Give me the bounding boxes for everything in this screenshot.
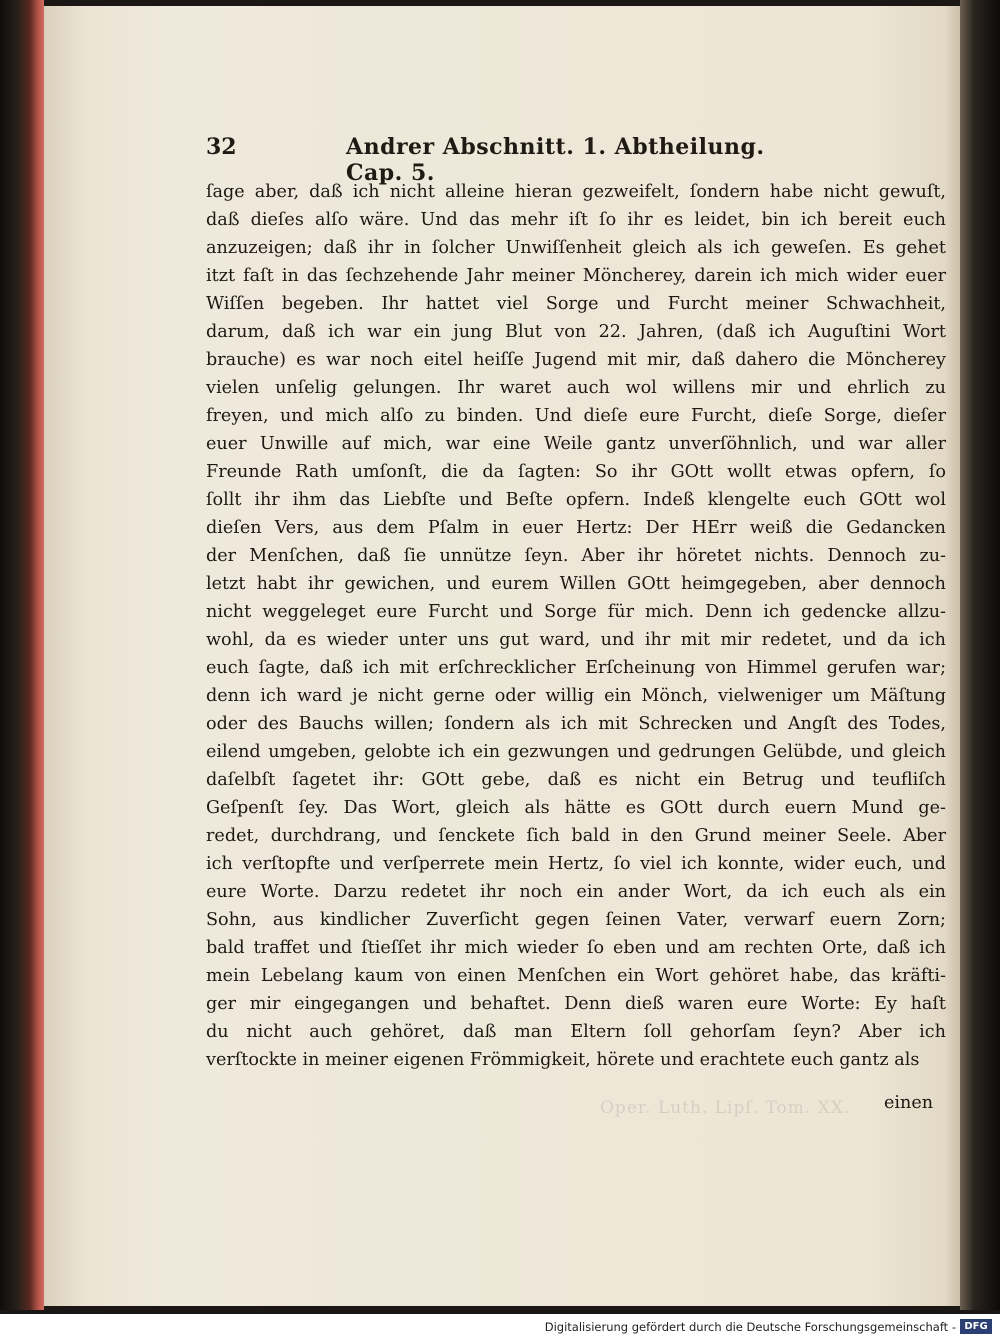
- text-line: euch ſagte, daß ich mit erſchrecklicher Erſcheinung von Himmel gerufen war;: [206, 658, 946, 678]
- gutter-shadow: [960, 0, 1000, 1310]
- bleed-through-text: Oper. Luth. Lipſ. Tom. XX.: [600, 1098, 851, 1118]
- catchword: einen: [884, 1093, 934, 1113]
- text-line: vielen unſelig gelungen. Ihr waret auch wol willens mir und ehrlich zu: [206, 378, 946, 398]
- text-line: mein Lebelang kaum von einen Menſchen ein Wort gehöret habe, das kräfti-: [206, 966, 946, 986]
- text-line: freyen, und mich alſo zu binden. Und dieſe eure Furcht, dieſe Sorge, dieſer: [206, 406, 946, 426]
- text-line: daſelbſt ſagetet ihr: GOtt gebe, daß es nicht ein Betrug und teufliſch: [206, 770, 946, 790]
- text-line: Geſpenſt ſey. Das Wort, gleich als hätte es GOtt durch euern Mund ge-: [206, 798, 946, 818]
- text-line: daß dieſes alſo wäre. Und das mehr iſt ſo ihr es leidet, bin ich bereit euch: [206, 210, 946, 230]
- text-line: du nicht auch gehöret, daß man Eltern ſoll gehorſam ſeyn? Aber ich: [206, 1022, 946, 1042]
- text-line: itzt faſt in das ſechzehende Jahr meiner Möncherey, darein ich mich wider euer: [206, 266, 946, 286]
- text-line: wohl, da es wieder unter uns gut ward, und ihr mit mir redetet, und da ich: [206, 630, 946, 650]
- text-line: darum, daß ich war ein jung Blut von 22. Jahren, (daß ich Auguſtini Wort: [206, 322, 946, 342]
- book-edge: [0, 0, 44, 1310]
- text-line: nicht weggeleget eure Furcht und Sorge für mich. Denn ich gedencke allzu-: [206, 602, 946, 622]
- running-head: Andrer Abschnitt. 1. Abtheilung. Cap. 5.: [346, 134, 765, 186]
- text-line: eure Worte. Darzu redetet ihr noch ein ander Wort, da ich euch als ein: [206, 882, 946, 902]
- text-line: ger mir eingegangen und behaftet. Denn dieß waren eure Worte: Ey haſt: [206, 994, 946, 1014]
- text-line: redet, durchdrang, und ſenckete ſich bald in den Grund meiner Seele. Aber: [206, 826, 946, 846]
- text-line: eilend umgeben, gelobte ich ein gezwungen und gedrungen Gelübde, und gleich: [206, 742, 946, 762]
- text-line: dieſen Vers, aus dem Pſalm in euer Hertz: Der HErr weiß die Gedancken: [206, 518, 946, 538]
- text-line: Sohn, aus kindlicher Zuverſicht gegen ſeinen Vater, verwarf euern Zorn;: [206, 910, 946, 930]
- text-line: denn ich ward je nicht gerne oder willig ein Mönch, vielweniger um Mäſtung: [206, 686, 946, 706]
- text-line: letzt habt ihr gewichen, und eurem Willen GOtt heimgegeben, aber dennoch: [206, 574, 946, 594]
- text-line: anzuzeigen; daß ihr in ſolcher Unwiſſenheit gleich als ich geweſen. Es gehet: [206, 238, 946, 258]
- funding-credit: Digitalisierung gefördert durch die Deutsche Forschungsgemeinschaft -: [544, 1320, 956, 1334]
- text-line: bald traffet und ſtieſſet ihr mich wieder ſo eben und am rechten Orte, daß ich: [206, 938, 946, 958]
- text-line: ſollt ihr ihm das Liebſte und Beſte opfern. Indeß klengelte euch GOtt wol: [206, 490, 946, 510]
- page-header: [206, 134, 806, 186]
- text-line: Wiſſen begeben. Ihr hattet viel Sorge und Furcht meiner Schwachheit,: [206, 294, 946, 314]
- text-line: ſage aber, daß ich nicht alleine hieran gezweifelt, ſondern habe nicht gewuſt,: [206, 182, 946, 202]
- body-text: [206, 178, 946, 1074]
- page-number: 32: [206, 134, 237, 160]
- dfg-logo: DFG: [960, 1319, 992, 1334]
- text-line: der Menſchen, daß ſie unnütze ſeyn. Aber ihr höretet nichts. Dennoch zu-: [206, 546, 946, 566]
- text-line: ich verſtopfte und verſperrete mein Hertz, ſo viel ich konnte, wider euch, und: [206, 854, 946, 874]
- text-line: brauche) es war noch eitel heiſſe Jugend mit mir, daß dahero die Möncherey: [206, 350, 946, 370]
- footer-bar: [0, 1314, 1000, 1340]
- text-line: euer Unwille auf mich, war eine Weile gantz unverſöhnlich, und war aller: [206, 434, 946, 454]
- text-line: oder des Bauchs willen; ſondern als ich mit Schrecken und Angſt des Todes,: [206, 714, 946, 734]
- text-line: verſtockte in meiner eigenen Frömmigkeit, hörete und erachtete euch gantz als: [206, 1050, 920, 1070]
- text-line: Freunde Rath umſonſt, die da ſagten: So ihr GOtt wollt etwas opfern, ſo: [206, 462, 946, 482]
